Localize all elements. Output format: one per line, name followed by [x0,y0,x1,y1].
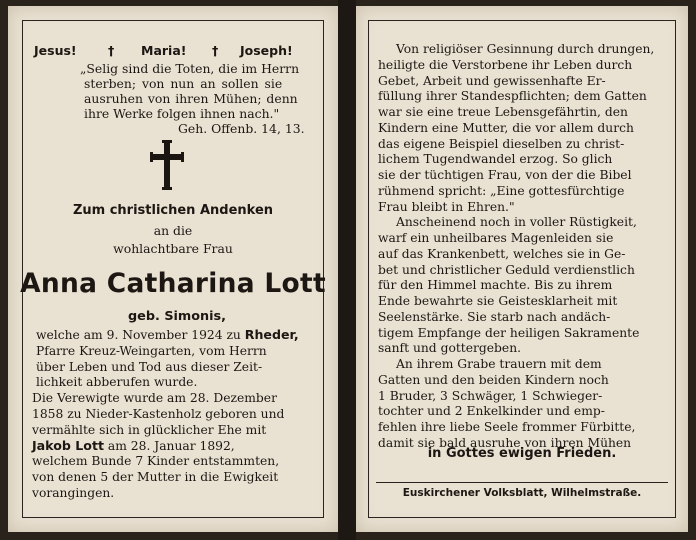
right-body-line: bet und christlicher Geduld verdienstlich [378,262,635,277]
right-body-line: damit sie bald ausruhe von ihren Mühen [378,435,632,450]
left-body-line [36,328,299,342]
left-body-text-segment: welchem Bunde 7 Kinder entstammten, [32,454,280,469]
memorial-heading: Zum christlichen Andenken [72,203,274,218]
right-body-line: war sie eine treue Lebensgefährtin, den [378,105,628,119]
right-body-line: sie der tüchtigen Frau, von der die Bibel [378,168,632,182]
invocation-joseph: Joseph! [240,43,293,58]
right-body-line: rühmend spricht: „Eine gottesfürchtige [378,183,625,198]
left-body-text-segment: am 28. Januar 1892, [104,438,235,453]
invocation-cross-1: † [108,43,115,58]
right-body-line: das eigene Beispiel dieselben zu christ- [378,136,625,151]
right-body-line: heiligte die Verstorbene ihr Leben durch [378,57,633,72]
left-body-text-segment: über Leben und Tod aus dieser Zeit- [36,359,263,374]
right-body-line: fehlen ihre liebe Seele frommer Fürbitte, [378,420,636,434]
left-body-line [32,391,277,405]
quote-line-4: ihre Werke folgen ihnen nach." [84,106,280,121]
right-card [356,6,688,532]
printer-imprint: Euskirchener Volksblatt, Wilhelmstraße. [402,487,642,499]
right-body-line: Von religiöser Gesinnung durch drungen, [396,42,655,56]
maiden-name: geb. Simonis, [128,309,227,324]
honorific-text: wohlachtbare Frau [113,241,233,256]
left-body-text-segment: vorangingen. [32,486,115,500]
right-body-line: tigem Empfange der heiligen Sakramente [378,325,640,340]
right-body-line: tochter und 2 Enkelkinder und emp- [378,404,605,419]
left-body-line [32,439,235,453]
closing-line: in Gottes ewigen Frieden. [427,446,617,461]
left-body-bold-segment: Jakob Lott [32,437,104,453]
right-body-line: warf ein unheilbares Magenleiden sie [378,231,614,245]
left-body-text-segment: von denen 5 der Mutter in die Ewigkeit [32,470,279,485]
left-body-text-segment: Pfarre Kreuz-Weingarten, vom Herrn [36,343,267,358]
left-body-text-segment: 1858 zu Nieder-Kastenholz geboren und [32,407,285,421]
left-body-text-segment: welche am 9. November 1924 zu [36,328,245,342]
right-body-line: füllung ihrer Standespflichten; dem Gatten [378,89,647,104]
invocation-maria: Maria! [141,43,187,58]
right-body-line: für den Himmel machte. Bis zu ihrem [378,278,613,293]
left-body-text-segment: lichkeit abberufen wurde. [36,375,198,390]
quote-line-3: ausruhen von ihren Mühen; denn [84,91,298,106]
right-body-line: Kindern eine Mutter, die vor allem durch [378,120,634,135]
left-body-line [32,486,114,500]
left-body-line [32,423,266,437]
printer-separator [376,482,668,483]
right-body-line: Frau bleibt in Ehren." [378,199,515,214]
right-body-line: 1 Bruder, 3 Schwäger, 1 Schwieger- [378,388,603,403]
left-card [8,6,338,532]
left-body-text-segment: Die Verewigte wurde am 28. Dezember [32,391,277,406]
invocation-cross-2: † [212,43,219,58]
right-body-line: Anscheinend noch in voller Rüstigkeit, [396,215,637,230]
left-body-line [36,375,197,389]
card-fold [338,0,356,540]
right-body-line: Seelenstärke. Sie starb nach andäch- [378,309,611,324]
left-body-bold-segment: Rheder, [244,327,299,342]
left-body-text-segment: vermählte sich in glücklicher Ehe mit [32,422,267,437]
right-body-line: Gatten und den beiden Kindern noch [378,372,609,387]
left-body-line [32,407,284,421]
right-body-line: Ende bewahrte sie Geistesklarheit mit [378,294,618,308]
quote-line-2: sterben; von nun an sollen sie [84,76,283,91]
deceased-name: Anna Catharina Lott [20,268,326,299]
left-body-line [32,454,279,468]
right-body-line: auf das Krankenbett, welches sie in Ge- [378,246,626,261]
invocation-jesus: Jesus! [34,43,77,58]
quote-line-1: „Selig sind die Toten, die im Herrn [80,61,300,76]
right-body-line: An ihrem Grabe trauern mit dem [396,357,602,371]
latin-cross-icon [150,138,184,192]
left-body-line [32,470,278,484]
an-die-text: an die [153,223,193,238]
left-body-line [36,360,262,374]
right-body-line: lichem Tugendwandel erzog. So glich [378,152,613,167]
right-body-line: sanft und gottergeben. [378,341,522,356]
right-body-line: Gebet, Arbeit und gewissenhafte Er- [378,73,606,88]
left-body-line [36,344,267,358]
quote-source: Geh. Offenb. 14, 13. [178,121,305,136]
